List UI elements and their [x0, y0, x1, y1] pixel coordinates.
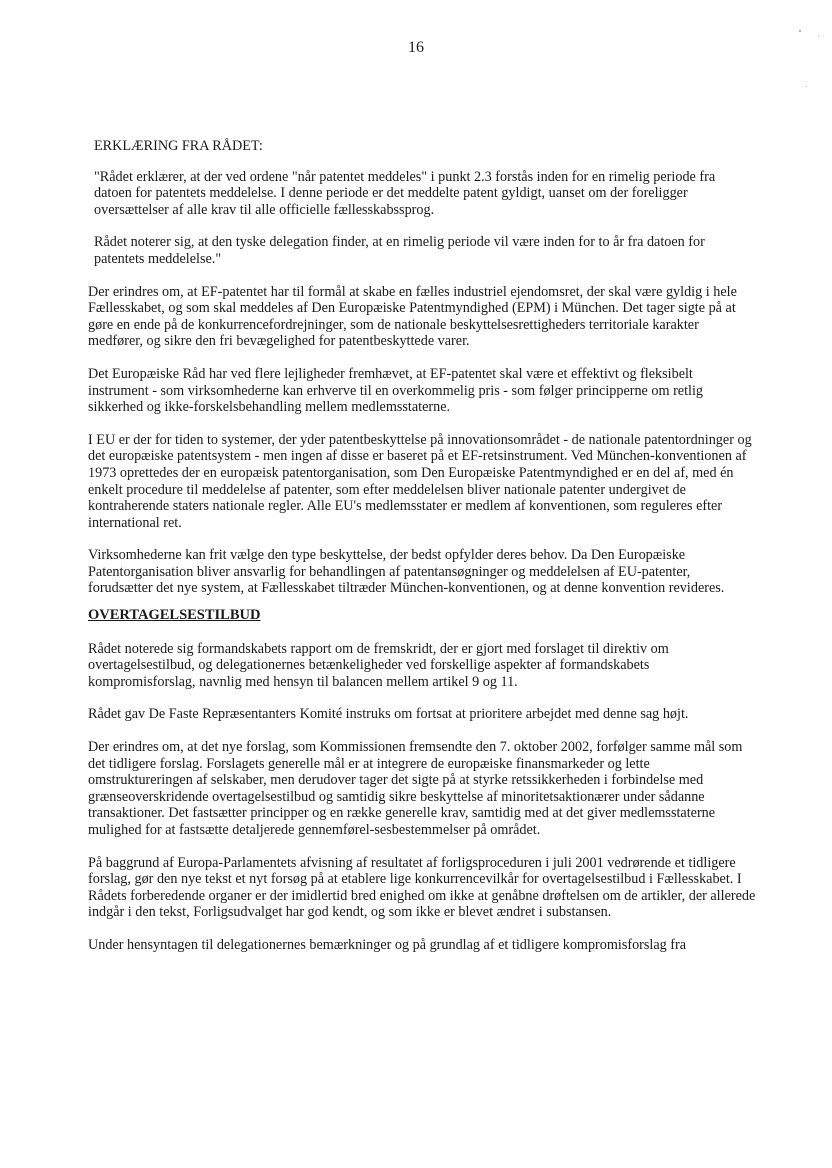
scan-speck: [818, 36, 819, 37]
body-paragraph: I EU er der for tiden to systemer, der yder patentbeskyttelse på innovationsområdet - de nationale patentordninger og det europæiske patentsystem - men ingen af disse er baseret på et EF-retsinstrument. Ved München-konventionen af 1973 oprettedes der en europæisk patentorganisation, som Den Europæiske Patentmyndighed er en del af, med én enkelt procedure til meddelelse af patenter, som efter meddelelsen bliver nationale patenter undergivet de kontraherende staters nationale regler. Alle EU's medlemsstater er medlem af konventionen, som reguleres efter international ret.: [88, 431, 752, 531]
section-paragraph: På baggrund af Europa-Parlamentets afvisning af resultatet af forligsproceduren i juli 2001 vedrørende et tidligere forslag, gør den nye tekst et nyt forsøg på at etablere lige konkurrencevilkår for overtagelsestilbud i Fællesskabet. I Rådets forberedende organer er der imidlertid bred enighed om ikke at genåbne drøftelsen om de artikler, der allerede indgår i den tekst, Forligsudvalget har god kendt, og som ikke er blevet ændret i substansen.: [88, 854, 756, 921]
section-paragraph: Rådet gav De Faste Repræsentanters Komité instruks om fortsat at prioritere arbejdet med denne sag højt.: [88, 706, 689, 723]
section-paragraph: Rådet noterede sig formandskabets rapport om de fremskridt, der er gjort med forslaget til direktiv om overtagelsestilbud, og delegationernes betænkeligheder ved forskellige aspekter af formandskabets kompromisforslag, navnlig med hensyn til balancen mellem artikel 9 og 11.: [88, 640, 669, 690]
section-paragraph: Der erindres om, at det nye forslag, som Kommissionen fremsendte den 7. oktober 2002, forfølger samme mål som det tidligere forslag. Forslagets generelle mål er at integrere de europæiske finansmarkeder og lette omstruktureringen af selskaber, men derudover tager det sigte på at styrke retssikkerheden i forbindelse med grænseoverskridende overtagelsestilbud og samtidig sikre beskyttelse af minoritetsaktionærer under sådanne transaktioner. Det fastsætter principper og en række generelle krav, samtidig med at det giver medlemsstaterne mulighed for at fastsætte detaljerede gennemførel-sesbestemmelser på området.: [88, 739, 743, 838]
statement-heading: ERKLÆRING FRA RÅDET:: [94, 138, 263, 154]
section-heading: OVERTAGELSESTILBUD: [88, 607, 261, 624]
page-number: 16: [408, 39, 424, 56]
document-body: [88, 138, 756, 970]
scan-speck: [806, 86, 807, 87]
body-paragraph: Det Europæiske Råd har ved flere lejligheder fremhævet, at EF-patentet skal være et effektivt og fleksibelt instrument - som virksomhederne kan erhverve til en overkommelig pris - som følger principperne om retlig sikkerhed og ikke-forskelsbehandling mellem medlemsstaterne.: [88, 365, 704, 416]
body-paragraph: Virksomhederne kan frit vælge den type beskyttelse, der bedst opfylder deres behov. Da Den Europæiske Patentorganisation bliver ansvarlig for behandlingen af patentansøgninger og meddelelsen af EU-patenter, forudsætter det nye system, at Fællesskabet tiltræder München-konventionen, og at denne konvention revideres.: [88, 547, 725, 597]
statement-paragraph: "Rådet erklærer, at der ved ordene "når patentet meddeles" i punkt 2.3 forstås inden for en rimelig periode fra datoen for patentets meddelelse. I denne periode er det meddelte patent gyldigt, uanset om der foreligger oversættelser af alle krav til alle officielle fællesskabssprog.: [94, 168, 716, 218]
section-paragraph: Under hensyntagen til delegationernes bemærkninger og på grundlag af et tidligere kompromisforslag fra: [88, 936, 687, 953]
body-paragraph: Der erindres om, at EF-patentet har til formål at skabe en fælles industriel ejendomsret, der skal være gyldig i hele Fællesskabet, og som skal meddeles af Den Europæiske Patentmyndighed (EPM) i München. Det tager sigte på at gøre en ende på de konkurrencefordrejninger, som de nationale beskyttelsesrettigheders territoriale karakter medfører, og sikre den fri bevægelighed for patentbeskyttede varer.: [88, 283, 737, 350]
statement-paragraph: Rådet noterer sig, at den tyske delegation finder, at en rimelig periode vil være inden for to år fra datoen for patentets meddelelse.": [94, 234, 705, 267]
scan-speck: [799, 30, 801, 32]
